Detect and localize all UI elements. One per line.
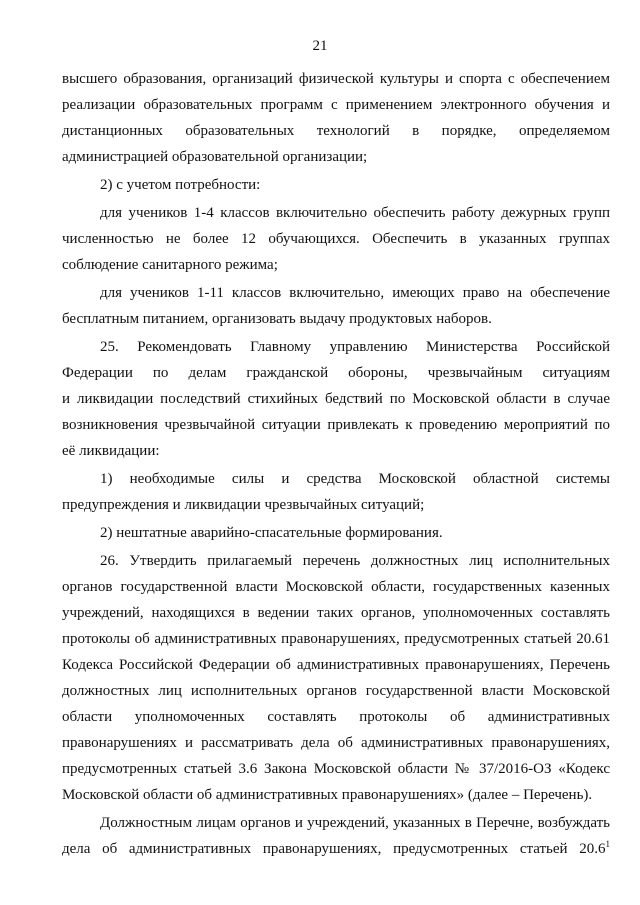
text-line: 2) с учетом потребности: xyxy=(100,177,261,193)
page-number: 21 xyxy=(312,38,328,54)
text-line-with-footnote xyxy=(62,836,610,862)
text-line: 26. Утвердить прилагаемый перечень должностных лиц исполнительных xyxy=(100,553,610,569)
text-line: её ликвидации: xyxy=(62,443,160,459)
text-line: администрацией образовательной организации; xyxy=(62,149,368,165)
text-line: бесплатным питанием, организовать выдачу продуктовых наборов. xyxy=(62,311,492,327)
text-line: Московской области об административных правонарушениях» (далее – Перечень). xyxy=(62,787,593,803)
superscript-footnote-marker: 1 xyxy=(605,839,610,849)
text-line: Должностным лицам органов и учреждений, указанных в Перечне, возбуждать xyxy=(100,815,610,831)
text-line: высшего образования, организаций физической культуры и спорта с обеспечением xyxy=(62,71,610,87)
text-line: возникновения чрезвычайной ситуации привлекать к проведению мероприятий по xyxy=(62,417,610,433)
text-line: должностных лиц исполнительных органов государственной власти Московской xyxy=(62,683,610,699)
text-line: 25. Рекомендовать Главному управлению Министерства Российской xyxy=(100,339,610,355)
text-line: правонарушениях и рассматривать дела об административных правонарушениях, xyxy=(62,735,610,751)
text-line: и ликвидации последствий стихийных бедствий по Московской области в случае xyxy=(62,391,610,407)
text-line: реализации образовательных программ с применением электронного обучения и xyxy=(62,97,610,113)
text-line: Кодекса Российской Федерации об административных правонарушениях, Перечень xyxy=(62,657,610,673)
text-line: Федерации по делам гражданской обороны, чрезвычайным ситуациям xyxy=(62,365,610,381)
text-line: 1) необходимые силы и средства Московской областной системы xyxy=(100,471,610,487)
text-line: дела об административных правонарушениях, предусмотренных статьей 20.6 xyxy=(62,841,606,857)
text-line: численностью не более 12 обучающихся. Обеспечить в указанных группах xyxy=(62,231,610,247)
document-body xyxy=(62,66,610,862)
text-line: соблюдение санитарного режима; xyxy=(62,257,278,273)
text-line: протоколы об административных правонарушениях, предусмотренных статьей 20.61 xyxy=(62,631,610,647)
text-line: предупреждения и ликвидации чрезвычайных ситуаций; xyxy=(62,497,425,513)
text-line: для учеников 1-4 классов включительно обеспечить работу дежурных групп xyxy=(100,205,610,221)
text-line: предусмотренных статьей 3.6 Закона Московской области № 37/2016-ОЗ «Кодекс xyxy=(62,761,610,777)
text-line: органов государственной власти Московской области, государственных казенных xyxy=(62,579,610,595)
text-line: учреждений, находящихся в ведении таких органов, уполномоченных составлять xyxy=(62,605,610,621)
text-line: для учеников 1-11 классов включительно, имеющих право на обеспечение xyxy=(100,285,610,301)
text-line: дистанционных образовательных технологий в порядке, определяемом xyxy=(62,123,610,139)
text-line: 2) нештатные аварийно-спасательные формирования. xyxy=(100,525,443,541)
text-line: области уполномоченных составлять протоколы об административных xyxy=(62,709,610,725)
